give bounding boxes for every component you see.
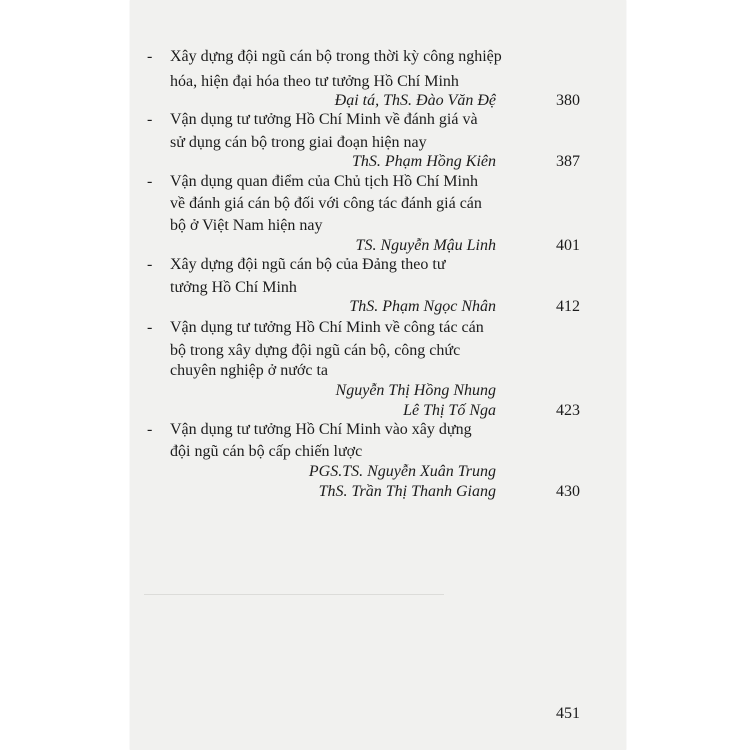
- entry-title-line: tưởng Hồ Chí Minh: [170, 279, 297, 296]
- entry-author: ThS. Phạm Ngọc Nhân: [349, 298, 496, 315]
- bullet-dash: -: [147, 421, 153, 438]
- entry-page-number: 401: [556, 237, 580, 254]
- entry-title-line: đội ngũ cán bộ cấp chiến lược: [170, 443, 363, 460]
- bullet-dash: -: [147, 111, 153, 128]
- entry-title-line: Vận dụng tư tưởng Hồ Chí Minh về đánh giá và: [170, 111, 478, 128]
- entry-page-number: 412: [556, 298, 580, 315]
- entry-title-line: Vận dụng tư tưởng Hồ Chí Minh về công tác cán: [170, 319, 484, 336]
- bullet-dash: -: [147, 319, 153, 336]
- entry-author: ThS. Trần Thị Thanh Giang: [318, 483, 496, 500]
- entry-author: PGS.TS. Nguyễn Xuân Trung: [308, 463, 496, 480]
- entry-page-number: 380: [556, 92, 580, 109]
- bullet-dash: -: [147, 48, 153, 65]
- entry-page-number: 423: [556, 402, 580, 419]
- entry-title-line: Vận dụng tư tưởng Hồ Chí Minh vào xây dựng: [170, 421, 472, 438]
- entry-title-line: về đánh giá cán bộ đối với công tác đánh giá cán: [170, 195, 482, 212]
- page-number: 451: [556, 705, 580, 722]
- entry-author: Lê Thị Tố Nga: [403, 402, 496, 419]
- entry-title-line: chuyên nghiệp ở nước ta: [170, 362, 328, 379]
- entry-author: TS. Nguyễn Mậu Linh: [355, 237, 496, 254]
- entry-author: Đại tá, ThS. Đào Văn Đệ: [334, 92, 496, 109]
- bullet-dash: -: [147, 173, 153, 190]
- book-page: [130, 0, 626, 750]
- show-through-rule: [144, 594, 444, 595]
- entry-author: ThS. Phạm Hồng Kiên: [352, 153, 496, 170]
- entry-page-number: 430: [556, 483, 580, 500]
- bullet-dash: -: [147, 256, 153, 273]
- entry-title-line: Xây dựng đội ngũ cán bộ của Đảng theo tư: [170, 256, 446, 273]
- entry-author: Nguyễn Thị Hồng Nhung: [335, 382, 496, 399]
- entry-title-line: hóa, hiện đại hóa theo tư tưởng Hồ Chí Minh: [170, 73, 459, 90]
- entry-title-line: Vận dụng quan điểm của Chủ tịch Hồ Chí Minh: [170, 173, 478, 190]
- entry-page-number: 387: [556, 153, 580, 170]
- entry-title-line: sử dụng cán bộ trong giai đoạn hiện nay: [170, 134, 427, 151]
- entry-title-line: bộ ở Việt Nam hiện nay: [170, 217, 323, 234]
- entry-title-line: bộ trong xây dựng đội ngũ cán bộ, công chức: [170, 342, 461, 359]
- entry-title-line: Xây dựng đội ngũ cán bộ trong thời kỳ công nghiệp: [170, 48, 502, 65]
